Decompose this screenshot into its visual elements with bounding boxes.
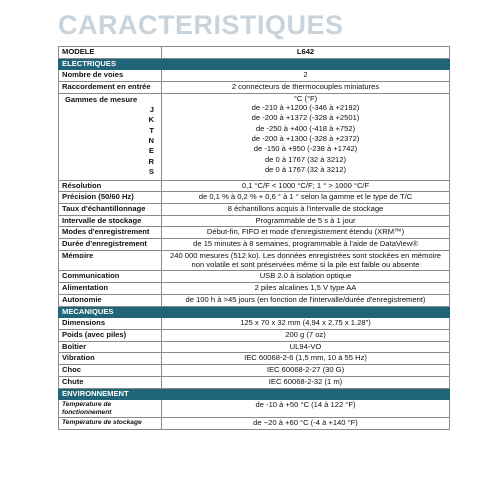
range-value: de 0 à 1767 (32 à 3212) [264, 154, 347, 164]
section-header-environnement [59, 388, 450, 400]
range-value: de -210 à +1200 (-346 à +2192) [251, 102, 360, 112]
range-unit: °C (°F) [293, 93, 318, 103]
spec-value [162, 250, 450, 270]
spec-row [59, 376, 450, 388]
spec-label: Taux d'échantillonnage [59, 204, 162, 216]
ranges-row [59, 93, 450, 180]
spec-row [59, 365, 450, 377]
spec-row [59, 82, 450, 94]
range-value: de -150 à +950 (-238 à +1742) [253, 144, 358, 154]
thermocouple-type: S [148, 167, 154, 177]
spec-value: UL94-VO [162, 341, 450, 353]
spec-row [59, 204, 450, 216]
section-title: MECANIQUES [59, 306, 450, 318]
model-row [59, 47, 450, 59]
spec-row [59, 400, 450, 418]
spec-label: Température de stockage [59, 418, 162, 430]
spec-value: IEC 60068-2-32 (1 m) [162, 376, 450, 388]
spec-row [59, 180, 450, 192]
range-value: de -200 à +1300 (-328 à +2372) [251, 134, 360, 144]
spec-value: de 100 h à >45 jours (en fonction de l'intervalle/durée d'enregistrement) [162, 294, 450, 306]
range-value: de 0 à 1767 (32 à 3212) [264, 165, 347, 175]
spec-value: Début-fin, FIFO et mode d'enregistrement étendu (XRM™) [162, 227, 450, 239]
spec-value: de -10 à +50 °C (14 à 122 °F) [162, 400, 450, 418]
spec-row [59, 239, 450, 251]
spec-table [58, 46, 450, 430]
memory-line: 240 000 mesures (512 ko). Les données enregistrées sont stockées en mémoire [170, 250, 441, 260]
spec-value: 2 connecteurs de thermocouples miniatures [162, 82, 450, 94]
spec-value: 125 x 70 x 32 mm (4,94 x 2.75 x 1.28") [162, 318, 450, 330]
spec-value: 200 g (7 oz) [162, 329, 450, 341]
spec-label: Autonomie [59, 294, 162, 306]
spec-label: Gammes de mesure [65, 94, 138, 104]
spec-row [59, 192, 450, 204]
spec-row [59, 318, 450, 330]
spec-row [59, 283, 450, 295]
spec-label: Choc [59, 365, 162, 377]
section-title: ENVIRONNEMENT [59, 388, 450, 400]
spec-value: de 0,1 % à 0,2 % + 0,6 ° à 1 ° selon la gamme et le type de T/C [162, 192, 450, 204]
spec-label: Boîtier [59, 341, 162, 353]
section-title: ELECTRIQUES [59, 58, 450, 70]
thermocouple-type: T [149, 125, 154, 135]
model-value: L642 [162, 47, 450, 59]
spec-label: Communication [59, 271, 162, 283]
spec-value: 0,1 °C/F < 1000 °C/F; 1 ° > 1000 °C/F [162, 180, 450, 192]
spec-value: IEC 60068-2-27 (30 G) [162, 365, 450, 377]
spec-label: Mémoire [59, 250, 162, 270]
thermocouple-type: J [149, 104, 154, 114]
spec-label: Alimentation [59, 283, 162, 295]
spec-value: USB 2.0 à isolation optique [162, 271, 450, 283]
ranges-value-cell [162, 93, 450, 180]
spec-row [59, 418, 450, 430]
spec-label: Précision (50/60 Hz) [59, 192, 162, 204]
model-label: MODELE [59, 47, 162, 59]
spec-label: Modes d'enregistrement [59, 227, 162, 239]
spec-row [59, 329, 450, 341]
spec-value: Programmable de 5 s à 1 jour [162, 215, 450, 227]
ranges-label-cell [59, 93, 162, 180]
spec-value: de −20 à +60 °C (-4 à +140 °F) [162, 418, 450, 430]
thermocouple-type: K [148, 115, 154, 125]
spec-label: Vibration [59, 353, 162, 365]
spec-value: 2 piles alcalines 1,5 V type AA [162, 283, 450, 295]
spec-value: de 15 minutes à 8 semaines, programmable à l'aide de DataView® [162, 239, 450, 251]
page-title: CARACTERISTIQUES [58, 10, 344, 40]
range-value: de -200 à +1372 (-328 à +2501) [251, 113, 360, 123]
spec-row [59, 294, 450, 306]
section-header-mecaniques [59, 306, 450, 318]
spec-label: Nombre de voies [59, 70, 162, 82]
spec-label: Dimensions [59, 318, 162, 330]
spec-label: Chute [59, 376, 162, 388]
section-header-electriques [59, 58, 450, 70]
spec-label: Poids (avec piles) [59, 329, 162, 341]
spec-label: Durée d'enregistrement [59, 239, 162, 251]
spec-value: 2 [162, 70, 450, 82]
spec-label: Température de fonctionnement [59, 400, 162, 418]
spec-row [59, 341, 450, 353]
spec-row [59, 70, 450, 82]
spec-value: 8 échantillons acquis à l'intervalle de stockage [162, 204, 450, 216]
spec-label: Raccordement en entrée [59, 82, 162, 94]
spec-label: Intervalle de stockage [59, 215, 162, 227]
memory-line: non volatile et sont préservées même si la pile est faible ou absente [191, 259, 420, 269]
thermocouple-type: R [148, 156, 154, 166]
spec-row [59, 215, 450, 227]
spec-value: IEC 60068-2-6 (1,5 mm, 10 à 55 Hz) [162, 353, 450, 365]
spec-row [59, 250, 450, 270]
spec-label: Résolution [59, 180, 162, 192]
spec-row [59, 353, 450, 365]
thermocouple-type: N [148, 136, 154, 146]
spec-row [59, 271, 450, 283]
thermocouple-type: E [148, 146, 154, 156]
spec-row [59, 227, 450, 239]
range-value: de -250 à +400 (-418 à +752) [255, 123, 356, 133]
